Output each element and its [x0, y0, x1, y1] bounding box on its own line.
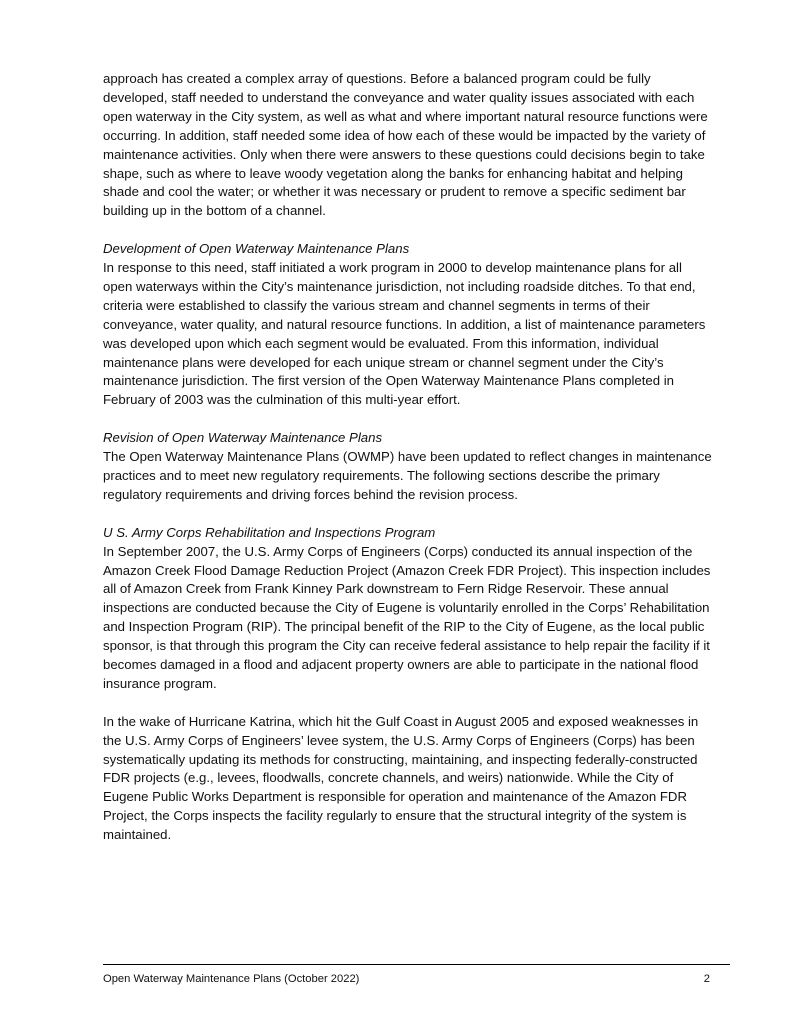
footer-divider [103, 964, 730, 965]
paragraph-text: In the wake of Hurricane Katrina, which hit the Gulf Coast in August 2005 and exposed weaknesses in the U.S. Army Corps of Engineers’ levee system, the U.S. Army Corps of Engineers (Corps) has been systematically updating its methods for constructing, maintaining, and inspecting federally-constructed FDR projects (e.g., levees, floodwalls, concrete channels, and weirs) nationwide. While the City of Eugene Public Works Department is responsible for operation and maintenance of the Amazon FDR Project, the Corps inspects the facility regularly to ensure that the structural integrity of the system is maintained. [103, 713, 699, 843]
paragraph-development [103, 240, 713, 410]
paragraph-text: In September 2007, the U.S. Army Corps of Engineers (Corps) conducted its annual inspection of the Amazon Creek Flood Damage Reduction Project (Amazon Creek FDR Project). This inspection includes all of Amazon Creek from Frank Kinney Park downstream to Fern Ridge Reservoir. These annual inspections are conducted because the City of Eugene is voluntarily enrolled in the Corps’ Rehabilitation and Inspection Program (RIP). The principal benefit of the RIP to the City of Eugene, as the local public sponsor, is that through this program the City can receive federal assistance to help repair the facility if it becomes damaged in a flood and adjacent property owners are able to participate in the national flood insurance program. [103, 543, 711, 691]
section-heading: Development of Open Waterway Maintenance Plans [103, 241, 410, 257]
paragraph-intro [103, 70, 713, 221]
section-heading: Revision of Open Waterway Maintenance Plans [103, 430, 383, 446]
section-heading: U S. Army Corps Rehabilitation and Inspections Program [103, 524, 436, 540]
footer-title: Open Waterway Maintenance Plans (October 2022) [103, 973, 360, 985]
body-text [103, 70, 713, 864]
paragraph-text: In response to this need, staff initiated a work program in 2000 to develop maintenance plans for all open waterways within the City’s maintenance jurisdiction, not including roadside ditches. To that end, criteria were established to classify the various stream and channel segments in terms of their conveyance, water quality, and natural resource functions. In addition, a list of maintenance parameters was developed upon which each segment would be evaluated. From this information, individual maintenance plans were developed for each unique stream or channel segment under the City’s maintenance jurisdiction. The first version of the Open Waterway Maintenance Plans completed in February of 2003 was the culmination of this multi-year effort. [103, 260, 706, 408]
paragraph-revision [103, 429, 713, 505]
paragraph-katrina [103, 713, 713, 845]
page-footer [103, 972, 710, 986]
paragraph-text: approach has created a complex array of questions. Before a balanced program could be fully developed, staff needed to understand the conveyance and water quality issues associated with each open waterway in the City system, as well as what and where important natural resource functions were occurring. In addition, staff needed some idea of how each of these would be impacted by the variety of maintenance activities. Only when there were answers to these questions could decisions begin to take shape, such as where to leave woody vegetation along the banks for enhancing habitat and helping shade and cool the water; or whether it was necessary or prudent to remove a specific sediment bar building up in the bottom of a channel. [103, 71, 708, 219]
paragraph-text: The Open Waterway Maintenance Plans (OWMP) have been updated to reflect changes in maintenance practices and to meet new regulatory requirements. The following sections describe the primary regulatory requirements and driving forces behind the revision process. [103, 449, 712, 502]
page-number: 2 [703, 973, 710, 985]
paragraph-corps-rip [103, 524, 713, 694]
